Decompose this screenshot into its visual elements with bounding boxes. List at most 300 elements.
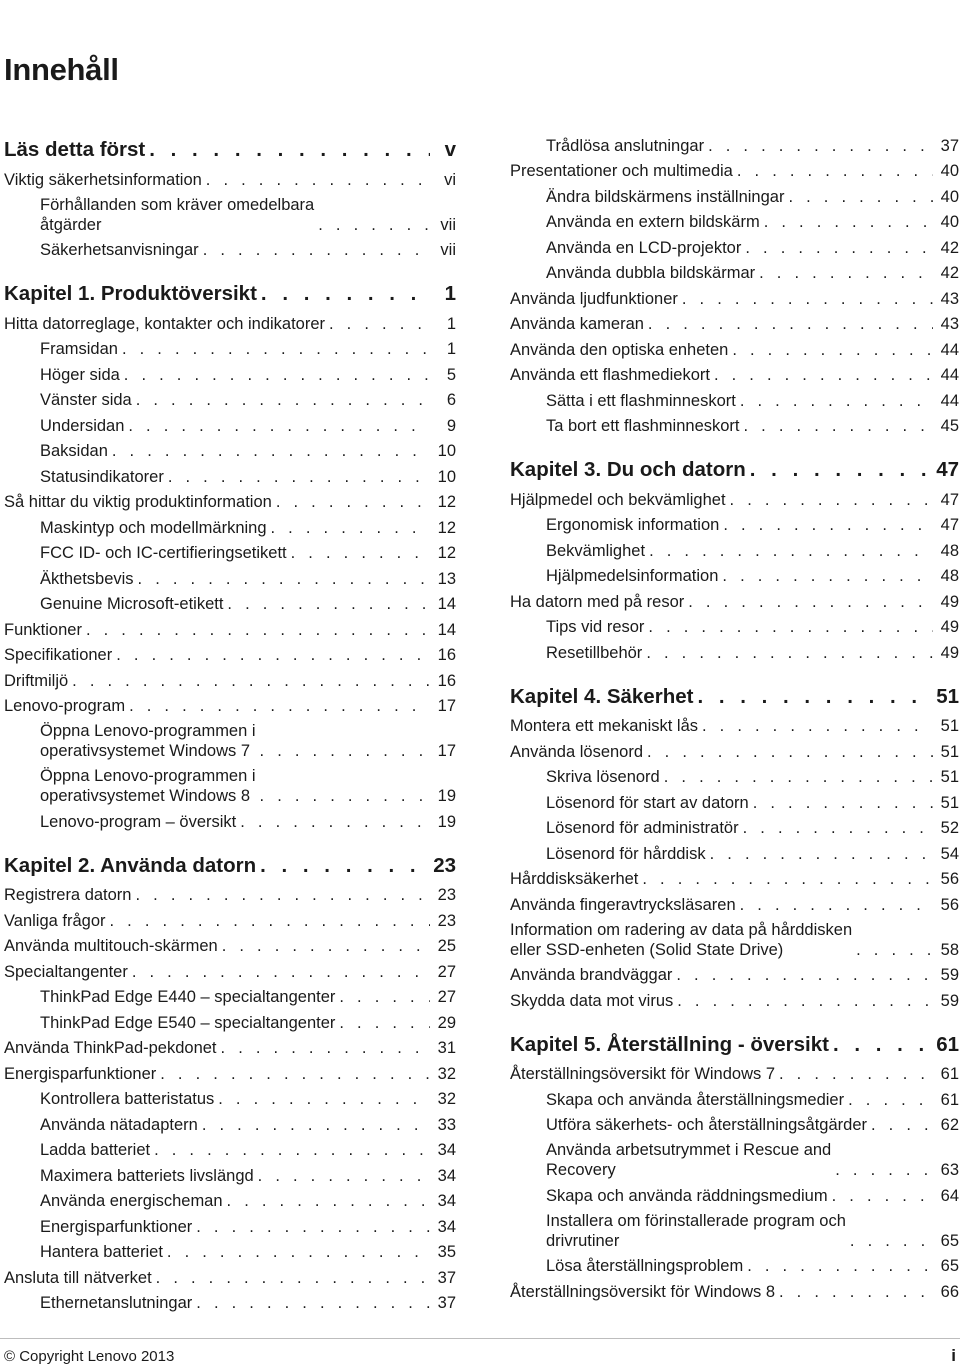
toc-entry-page: 17 xyxy=(437,742,456,760)
toc-entry-title: Tips vid resor xyxy=(546,618,645,636)
toc-entry[interactable] xyxy=(4,1237,456,1263)
toc-chapter-entry[interactable] xyxy=(4,274,456,304)
dot-leader xyxy=(218,936,430,956)
dot-leader xyxy=(741,238,933,258)
toc-entry-title: Hitta datorreglage, kontakter och indikatorer xyxy=(4,314,326,333)
toc-entry-page: 17 xyxy=(437,697,456,715)
dot-leader xyxy=(124,416,430,436)
toc-entry-page: 49 xyxy=(940,643,959,662)
toc-entry[interactable] xyxy=(4,461,456,487)
dot-leader xyxy=(733,161,933,181)
toc-entry[interactable] xyxy=(4,880,456,906)
toc-entry[interactable] xyxy=(4,691,456,717)
dot-leader xyxy=(760,212,933,232)
toc-entry-title: Genuine Microsoft-etikett xyxy=(40,595,224,613)
toc-entry-title: Skriva lösenord xyxy=(546,768,660,786)
toc-entry-page: 66 xyxy=(940,1282,959,1301)
toc-entry[interactable] xyxy=(4,761,456,806)
toc-entry-page: 12 xyxy=(437,493,456,511)
toc-entry-page: 10 xyxy=(437,467,456,486)
toc-entry-page: 54 xyxy=(940,844,959,863)
toc-entry-title: Maskintyp och modellmärkning xyxy=(40,518,267,537)
dot-leader xyxy=(718,566,933,586)
toc-entry-title: Sätta i ett flashminneskort xyxy=(546,391,736,410)
toc-entry[interactable] xyxy=(4,436,456,462)
dot-leader xyxy=(164,467,430,487)
dot-leader xyxy=(867,1115,933,1135)
dot-leader xyxy=(684,592,933,612)
toc-entry-title: Funktioner xyxy=(4,620,82,639)
toc-entry-title: Öppna Lenovo-programmen i operativsystemet Windows 8 xyxy=(40,767,256,805)
toc-entry-title: Framsidan xyxy=(40,340,118,358)
toc-entry-page: 34 xyxy=(437,1217,456,1236)
toc-entry[interactable] xyxy=(4,1058,456,1084)
toc-chapter-entry[interactable] xyxy=(510,1025,959,1055)
toc-entry-page: 59 xyxy=(940,966,959,984)
toc-entry[interactable] xyxy=(4,931,456,957)
toc-entry-title: Skydda data mot virus xyxy=(510,991,674,1010)
toc-entry-title: Driftmiljö xyxy=(4,671,69,690)
toc-entry-title: Utföra säkerhets- och återställningsåtgärder xyxy=(546,1116,867,1134)
toc-entry-title: Ergonomisk information xyxy=(546,516,720,534)
toc-entry[interactable] xyxy=(4,716,456,761)
dot-leader xyxy=(645,541,933,561)
toc-entry-page: 61 xyxy=(940,1090,959,1109)
dot-leader xyxy=(256,786,430,806)
toc-entry[interactable] xyxy=(510,1206,959,1251)
toc-entry[interactable] xyxy=(4,1084,456,1110)
toc-entry[interactable] xyxy=(4,1186,456,1212)
toc-entry-title: Maximera batteriets livslängd xyxy=(40,1166,254,1185)
dot-leader xyxy=(267,518,430,538)
toc-entry[interactable] xyxy=(510,1084,959,1110)
toc-entry-page: 10 xyxy=(437,442,456,460)
toc-entry[interactable] xyxy=(510,385,959,411)
toc-entry-page: 35 xyxy=(437,1243,456,1261)
toc-entry[interactable] xyxy=(510,1276,959,1302)
toc-entry[interactable] xyxy=(510,1110,959,1136)
toc-entry[interactable] xyxy=(510,838,959,864)
toc-entry[interactable] xyxy=(4,806,456,832)
toc-entry-title: Energisparfunktioner xyxy=(40,1217,193,1236)
toc-entry-title: Ethernetanslutningar xyxy=(40,1294,193,1312)
toc-entry[interactable] xyxy=(510,258,959,284)
toc-entry-page: 49 xyxy=(940,592,959,611)
toc-entry-page: 16 xyxy=(437,671,456,690)
toc-entry-page: 45 xyxy=(940,417,959,435)
toc-entry-title: Använda ett flashmediekort xyxy=(510,366,710,384)
toc-entry-title: Kontrollera batteristatus xyxy=(40,1090,215,1108)
toc-entry-title: Specifikationer xyxy=(4,646,113,664)
toc-entry[interactable] xyxy=(510,915,959,960)
toc-chapter-entry[interactable] xyxy=(510,677,959,707)
toc-entry-title: Energisparfunktioner xyxy=(4,1064,157,1083)
toc-entry-title: Lenovo-program xyxy=(4,697,126,715)
dot-leader xyxy=(152,1268,430,1288)
toc-entry[interactable] xyxy=(4,665,456,691)
toc-entry[interactable] xyxy=(4,982,456,1008)
toc-entry-title: Resetillbehör xyxy=(546,643,643,662)
toc-entry-page: 16 xyxy=(437,646,456,664)
toc-entry[interactable] xyxy=(510,612,959,638)
toc-entry[interactable] xyxy=(4,385,456,411)
toc-entry-title: Vänster sida xyxy=(40,391,132,409)
dot-leader xyxy=(335,1013,430,1033)
toc-entry-page: 44 xyxy=(940,340,959,359)
dot-leader xyxy=(828,1186,933,1206)
footer-divider xyxy=(0,1338,960,1339)
dot-leader xyxy=(698,716,933,736)
toc-chapter-entry[interactable] xyxy=(4,846,456,876)
toc-column-left xyxy=(4,130,456,1313)
dot-leader xyxy=(784,187,933,207)
toc-entry-page: 14 xyxy=(437,595,456,613)
dot-leader xyxy=(314,215,430,235)
toc-entry[interactable] xyxy=(4,956,456,982)
toc-entry-page: 42 xyxy=(940,238,959,257)
toc-entry[interactable] xyxy=(510,130,959,156)
toc-entry-title: Använda den optiska enheten xyxy=(510,340,729,359)
toc-entry-title: Använda kameran xyxy=(510,315,644,333)
toc-entry[interactable] xyxy=(510,637,959,663)
toc-entry-title: Undersidan xyxy=(40,416,125,435)
toc-entry-page: v xyxy=(444,138,456,161)
toc-entry-page: 27 xyxy=(437,988,456,1006)
dot-leader xyxy=(199,240,430,260)
toc-entry-page: 48 xyxy=(940,567,959,585)
toc-entry-page: 37 xyxy=(437,1294,456,1312)
dot-leader xyxy=(829,1035,930,1055)
toc-entry[interactable] xyxy=(510,889,959,915)
toc-entry-page: 1 xyxy=(446,340,456,358)
dot-leader xyxy=(223,594,430,614)
toc-entry-title: Återställningsöversikt för Windows 7 xyxy=(510,1065,776,1083)
toc-entry[interactable] xyxy=(510,864,959,890)
toc-entry-page: 51 xyxy=(940,717,959,735)
toc-entry-page: 43 xyxy=(940,289,959,308)
toc-entry-title: Ladda batteriet xyxy=(40,1141,151,1159)
dot-leader xyxy=(831,1160,933,1180)
toc-entry[interactable] xyxy=(4,308,456,334)
dot-leader xyxy=(163,1242,430,1262)
toc-entry-title: Använda ThinkPad-pekdonet xyxy=(4,1039,217,1057)
toc-entry[interactable] xyxy=(510,411,959,437)
dot-leader xyxy=(128,962,430,982)
toc-entry-page: 34 xyxy=(437,1192,456,1210)
toc-entry[interactable] xyxy=(510,960,959,986)
toc-entry-title: Kapitel 4. Säkerhet xyxy=(510,684,694,708)
dot-leader xyxy=(710,365,933,385)
toc-entry[interactable] xyxy=(510,813,959,839)
toc-entry-page: 32 xyxy=(437,1064,456,1083)
toc-entry-title: Använda en extern bildskärm xyxy=(546,213,760,231)
dot-leader xyxy=(749,793,933,813)
toc-entry-title: Använda dubbla bildskärmar xyxy=(546,264,756,282)
toc-entry[interactable] xyxy=(510,156,959,182)
toc-entry-page: 34 xyxy=(437,1141,456,1159)
toc-entry-title: Använda brandväggar xyxy=(510,966,673,984)
dot-leader xyxy=(704,136,933,156)
toc-entry[interactable] xyxy=(510,360,959,386)
toc-entry[interactable] xyxy=(510,586,959,612)
toc-entry-title: Hjälpmedel och bekvämlighet xyxy=(510,490,726,509)
page-title: Innehåll xyxy=(4,52,119,87)
toc-entry-page: 9 xyxy=(446,416,456,435)
toc-entry[interactable] xyxy=(510,207,959,233)
toc-entry-title: Använda ljudfunktioner xyxy=(510,289,678,308)
toc-entry-title: Kapitel 5. Återställning - översikt xyxy=(510,1032,829,1056)
toc-entry[interactable] xyxy=(510,762,959,788)
toc-entry-title: ThinkPad Edge E440 – specialtangenter xyxy=(40,988,336,1006)
dot-leader xyxy=(223,1191,430,1211)
toc-entry-page: vii xyxy=(440,215,456,234)
dot-leader xyxy=(120,365,430,385)
toc-entry-title: Kapitel 2. Använda datorn xyxy=(4,853,257,877)
toc-entry[interactable] xyxy=(4,1007,456,1033)
toc-entry-page: 44 xyxy=(940,366,959,384)
toc-chapter-entry[interactable] xyxy=(510,450,959,480)
dot-leader xyxy=(198,1115,430,1135)
toc-entry-page: 58 xyxy=(940,940,959,959)
toc-entry[interactable] xyxy=(510,283,959,309)
dot-leader xyxy=(643,742,933,762)
toc-entry[interactable] xyxy=(510,1135,959,1180)
dot-leader xyxy=(214,1089,430,1109)
dot-leader xyxy=(644,314,933,334)
toc-entry-page: 47 xyxy=(940,516,959,534)
dot-leader xyxy=(125,696,430,716)
toc-entry-title: Ta bort ett flashminneskort xyxy=(546,417,740,435)
toc-entry-page: 40 xyxy=(940,213,959,231)
dot-leader xyxy=(673,991,933,1011)
toc-entry[interactable] xyxy=(4,538,456,564)
toc-entry-title: Använda fingeravtrycksläsaren xyxy=(510,895,736,914)
toc-entry-page: 37 xyxy=(940,136,959,155)
toc-entry-title: Specialtangenter xyxy=(4,962,128,981)
toc-entry-title: Registrera datorn xyxy=(4,886,132,904)
toc-entry-page: 40 xyxy=(940,187,959,206)
toc-entry-title: Lösenord för administratör xyxy=(546,819,739,837)
toc-entry[interactable] xyxy=(510,535,959,561)
dot-leader xyxy=(719,515,933,535)
toc-entry-title: Använda energischeman xyxy=(40,1192,223,1210)
toc-entry-page: 47 xyxy=(936,458,959,481)
toc-entry-title: FCC ID- och IC-certifieringsetikett xyxy=(40,544,287,562)
dot-leader xyxy=(693,687,930,707)
dot-leader xyxy=(746,460,930,480)
toc-entry-page: 47 xyxy=(940,490,959,509)
toc-entry[interactable] xyxy=(4,905,456,931)
toc-entry-title: Säkerhetsanvisningar xyxy=(40,241,199,259)
toc-entry[interactable] xyxy=(510,484,959,510)
toc-entry[interactable] xyxy=(4,640,456,666)
dot-leader xyxy=(131,885,430,905)
dot-leader xyxy=(287,543,430,563)
toc-entry-title: Förhållanden som kräver omedelbara åtgärder xyxy=(40,195,315,234)
toc-entry-page: 44 xyxy=(940,391,959,410)
toc-entry-page: 49 xyxy=(940,618,959,636)
dot-leader xyxy=(325,314,430,334)
toc-entry-title: Lösenord för hårddisk xyxy=(546,844,706,863)
toc-entry-page: 40 xyxy=(940,162,959,180)
toc-entry-page: 56 xyxy=(940,870,959,888)
dot-leader xyxy=(642,643,933,663)
toc-entry[interactable] xyxy=(510,510,959,536)
toc-entry[interactable] xyxy=(510,711,959,737)
toc-entry-page: 64 xyxy=(940,1186,959,1205)
toc-entry[interactable] xyxy=(510,181,959,207)
toc-entry[interactable] xyxy=(4,1160,456,1186)
toc-entry-page: 31 xyxy=(437,1039,456,1057)
toc-entry[interactable] xyxy=(4,1262,456,1288)
toc-entry-title: Vanliga frågor xyxy=(4,911,106,930)
toc-entry-page: 34 xyxy=(437,1166,456,1185)
toc-entry-page: 1 xyxy=(446,314,456,333)
dot-leader xyxy=(256,856,427,876)
toc-entry-page: 32 xyxy=(437,1090,456,1108)
toc-entry-page: 65 xyxy=(940,1257,959,1275)
toc-entry[interactable] xyxy=(4,589,456,615)
dot-leader xyxy=(728,340,933,360)
toc-entry[interactable] xyxy=(510,1059,959,1085)
toc-entry[interactable] xyxy=(4,190,456,235)
toc-entry[interactable] xyxy=(4,1135,456,1161)
toc-entry[interactable] xyxy=(4,1211,456,1237)
toc-entry-page: vi xyxy=(444,170,456,189)
toc-entry-page: 19 xyxy=(437,787,456,805)
dot-leader xyxy=(755,263,933,283)
toc-entry-title: Så hittar du viktig produktinformation xyxy=(4,493,272,511)
toc-entry-title: Använda lösenord xyxy=(510,742,644,761)
toc-entry-page: 52 xyxy=(940,819,959,837)
toc-entry-page: 42 xyxy=(940,264,959,282)
toc-entry[interactable] xyxy=(4,359,456,385)
toc-entry-title: ThinkPad Edge E540 – specialtangenter xyxy=(40,1013,336,1032)
toc-entry-title: Montera ett mekaniskt lås xyxy=(510,717,698,735)
toc-entry-page: 33 xyxy=(437,1115,456,1134)
dot-leader xyxy=(132,390,430,410)
toc-entry-title: Lösenord för start av datorn xyxy=(546,793,749,812)
toc-entry[interactable] xyxy=(4,487,456,513)
toc-entry-page: 51 xyxy=(936,684,959,708)
toc-entry[interactable] xyxy=(4,1109,456,1135)
toc-entry-title: Installera om förinstallerade program och drivrutiner xyxy=(546,1211,846,1250)
dot-leader xyxy=(112,645,430,665)
toc-entry-page: 27 xyxy=(437,962,456,981)
toc-entry[interactable] xyxy=(510,1251,959,1277)
toc-entry-title: Återställningsöversikt för Windows 8 xyxy=(510,1282,776,1301)
toc-entry[interactable] xyxy=(510,309,959,335)
toc-entry-title: Hårddisksäkerhet xyxy=(510,870,639,888)
page-number: i xyxy=(951,1346,956,1365)
dot-leader xyxy=(257,284,430,304)
toc-entry-page: 61 xyxy=(940,1065,959,1083)
toc-entry-page: 29 xyxy=(437,1013,456,1032)
dot-leader xyxy=(236,812,430,832)
toc-entry-title: Höger sida xyxy=(40,365,120,384)
toc-entry-page: 6 xyxy=(446,391,456,409)
toc-entry[interactable] xyxy=(4,334,456,360)
dot-leader xyxy=(672,965,933,985)
dot-leader xyxy=(134,569,430,589)
toc-entry-title: Skapa och använda räddningsmedium xyxy=(546,1186,828,1205)
toc-entry-title: Information om radering av data på hårddisken eller SSD-enheten (Solid State Drive) xyxy=(510,920,853,959)
toc-entry[interactable] xyxy=(510,1180,959,1206)
toc-entry-page: vii xyxy=(440,241,456,259)
dot-leader xyxy=(82,620,430,640)
dot-leader xyxy=(775,1064,933,1084)
dot-leader xyxy=(254,1166,430,1186)
toc-entry-title: Kapitel 3. Du och datorn xyxy=(510,458,746,481)
toc-entry-page: 51 xyxy=(940,793,959,812)
toc-entry[interactable] xyxy=(4,1288,456,1314)
toc-entry[interactable] xyxy=(510,985,959,1011)
toc-entry[interactable] xyxy=(4,164,456,190)
toc-chapter-entry[interactable] xyxy=(4,130,456,160)
toc-entry-page: 23 xyxy=(437,886,456,904)
toc-entry[interactable] xyxy=(510,787,959,813)
toc-entry[interactable] xyxy=(510,334,959,360)
dot-leader xyxy=(743,1256,933,1276)
toc-entry[interactable] xyxy=(4,1033,456,1059)
toc-entry-page: 12 xyxy=(437,518,456,537)
toc-entry-page: 62 xyxy=(940,1116,959,1134)
toc-entry-title: Kapitel 1. Produktöversikt xyxy=(4,282,257,305)
dot-leader xyxy=(660,767,933,787)
dot-leader xyxy=(108,441,430,461)
dot-leader xyxy=(740,416,933,436)
toc-entry-page: 43 xyxy=(940,315,959,333)
toc-column-right xyxy=(510,130,959,1302)
toc-entry[interactable] xyxy=(4,614,456,640)
toc-entry-page: 48 xyxy=(940,541,959,560)
toc-entry-title: Ändra bildskärmens inställningar xyxy=(546,187,785,206)
dot-leader xyxy=(217,1038,430,1058)
toc-entry-page: 59 xyxy=(940,991,959,1010)
toc-entry-page: 13 xyxy=(437,569,456,588)
dot-leader xyxy=(726,490,933,510)
dot-leader xyxy=(335,987,430,1007)
toc-entry[interactable] xyxy=(4,235,456,261)
dot-leader xyxy=(156,1064,430,1084)
toc-entry-title: Hjälpmedelsinformation xyxy=(546,567,719,585)
toc-entry-page: 56 xyxy=(940,895,959,914)
toc-entry-page: 1 xyxy=(444,282,456,305)
toc-entry[interactable] xyxy=(510,561,959,587)
dot-leader xyxy=(118,339,430,359)
dot-leader xyxy=(68,671,430,691)
toc-entry-title: Bekvämlighet xyxy=(546,541,646,560)
toc-entry[interactable] xyxy=(510,736,959,762)
toc-entry[interactable] xyxy=(4,512,456,538)
toc-entry[interactable] xyxy=(4,410,456,436)
dot-leader xyxy=(846,1231,933,1251)
dot-leader xyxy=(706,844,933,864)
toc-entry[interactable] xyxy=(510,232,959,258)
toc-entry-page: 12 xyxy=(437,544,456,562)
toc-entry[interactable] xyxy=(4,563,456,589)
toc-entry-title: Ansluta till nätverket xyxy=(4,1268,152,1287)
toc-entry-title: Presentationer och multimedia xyxy=(510,162,733,180)
toc-entry-title: Ha datorn med på resor xyxy=(510,592,685,611)
toc-entry-title: Läs detta först xyxy=(4,138,146,161)
toc-entry-page: 19 xyxy=(437,812,456,831)
dot-leader xyxy=(844,1090,933,1110)
toc-entry-page: 37 xyxy=(437,1268,456,1287)
dot-leader xyxy=(256,741,430,761)
toc-entry-title: Använda arbetsutrymmet i Rescue and Recovery xyxy=(546,1141,832,1179)
toc-entry-title: Hantera batteriet xyxy=(40,1243,163,1261)
